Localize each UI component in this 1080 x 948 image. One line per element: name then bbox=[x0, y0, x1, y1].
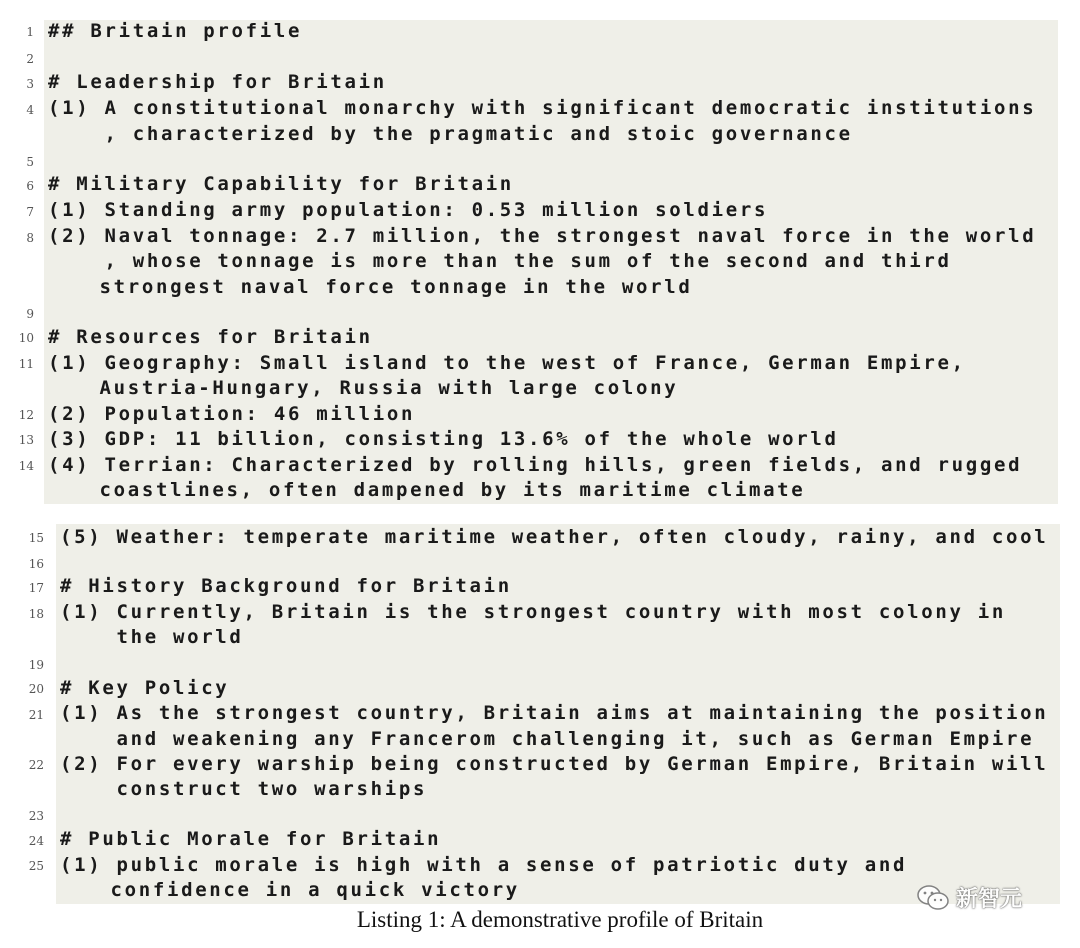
code-line: # Resources for Britain bbox=[48, 326, 373, 348]
code-line: (2) Population: 46 million bbox=[48, 403, 416, 425]
line-number: 2 bbox=[26, 52, 34, 66]
code-line-continued: the world bbox=[60, 626, 244, 648]
watermark bbox=[916, 882, 1022, 913]
line-number: 23 bbox=[28, 809, 44, 823]
code-line: (1) public morale is high with a sense of patriotic duty and bbox=[60, 854, 908, 876]
line-number: 21 bbox=[28, 708, 44, 722]
line-number: 11 bbox=[18, 357, 34, 371]
code-line: ## Britain profile bbox=[48, 20, 303, 42]
code-line: # Key Policy bbox=[60, 677, 230, 699]
line-number: 17 bbox=[28, 581, 44, 595]
code-line: # Public Morale for Britain bbox=[60, 828, 442, 850]
wechat-icon bbox=[916, 884, 950, 912]
line-number: 9 bbox=[26, 307, 34, 321]
code-line-continued: Austria-Hungary, Russia with large colony bbox=[43, 377, 679, 399]
listing-caption: Listing 1: A demonstrative profile of Britain bbox=[356, 907, 764, 932]
line-number: 4 bbox=[26, 103, 34, 117]
line-number: 25 bbox=[28, 859, 44, 873]
code-line: # History Background for Britain bbox=[60, 575, 512, 597]
line-number: 1 bbox=[26, 25, 34, 39]
code-line: (1) As the strongest country, Britain aims at maintaining the position bbox=[60, 702, 1049, 724]
line-number: 12 bbox=[18, 408, 34, 422]
code-line: (3) GDP: 11 billion, consisting 13.6% of the whole world bbox=[48, 428, 839, 450]
line-number: 14 bbox=[18, 459, 34, 473]
line-number: 5 bbox=[26, 155, 34, 169]
line-number: 7 bbox=[26, 205, 34, 219]
line-number: 3 bbox=[26, 77, 34, 91]
line-number: 22 bbox=[28, 758, 44, 772]
watermark-text: 新智元 bbox=[956, 887, 1023, 912]
code-line-continued: , whose tonnage is more than the sum of the second and third bbox=[48, 250, 952, 272]
line-number: 19 bbox=[28, 658, 44, 672]
code-line-continued: coastlines, often dampened by its maritime climate bbox=[43, 479, 806, 501]
line-number: 20 bbox=[28, 682, 44, 696]
code-line-continued: strongest naval force tonnage in the world bbox=[43, 276, 693, 298]
code-line-continued: , characterized by the pragmatic and stoic governance bbox=[48, 123, 853, 145]
line-number: 15 bbox=[28, 531, 44, 545]
line-number: 16 bbox=[28, 557, 44, 571]
code-line-continued: construct two warships bbox=[60, 778, 428, 800]
code-line: (2) Naval tonnage: 2.7 million, the strongest naval force in the world bbox=[48, 225, 1037, 247]
code-line: (1) Standing army population: 0.53 million soldiers bbox=[48, 199, 769, 221]
code-line: (1) A constitutional monarchy with significant democratic institutions bbox=[48, 97, 1037, 119]
code-line: # Military Capability for Britain bbox=[48, 173, 514, 195]
line-number: 10 bbox=[18, 331, 34, 345]
code-line: # Leadership for Britain bbox=[48, 71, 387, 93]
code-line-continued: and weakening any Francerom challenging it, such as German Empire bbox=[60, 728, 1035, 750]
code-line-continued: confidence in a quick victory bbox=[54, 879, 520, 901]
line-number: 18 bbox=[28, 607, 44, 621]
line-number: 24 bbox=[28, 834, 44, 848]
code-line: (5) Weather: temperate maritime weather, often cloudy, rainy, and cool bbox=[60, 526, 1049, 548]
code-line: (2) For every warship being constructed by German Empire, Britain will bbox=[60, 753, 1049, 775]
code-line: (1) Geography: Small island to the west of France, German Empire, bbox=[48, 352, 966, 374]
code-line: (1) Currently, Britain is the strongest country with most colony in bbox=[60, 601, 1006, 623]
line-number: 13 bbox=[18, 433, 34, 447]
line-number: 6 bbox=[26, 179, 34, 193]
line-number: 8 bbox=[26, 231, 34, 245]
code-line: (4) Terrian: Characterized by rolling hills, green fields, and rugged bbox=[48, 454, 1023, 476]
